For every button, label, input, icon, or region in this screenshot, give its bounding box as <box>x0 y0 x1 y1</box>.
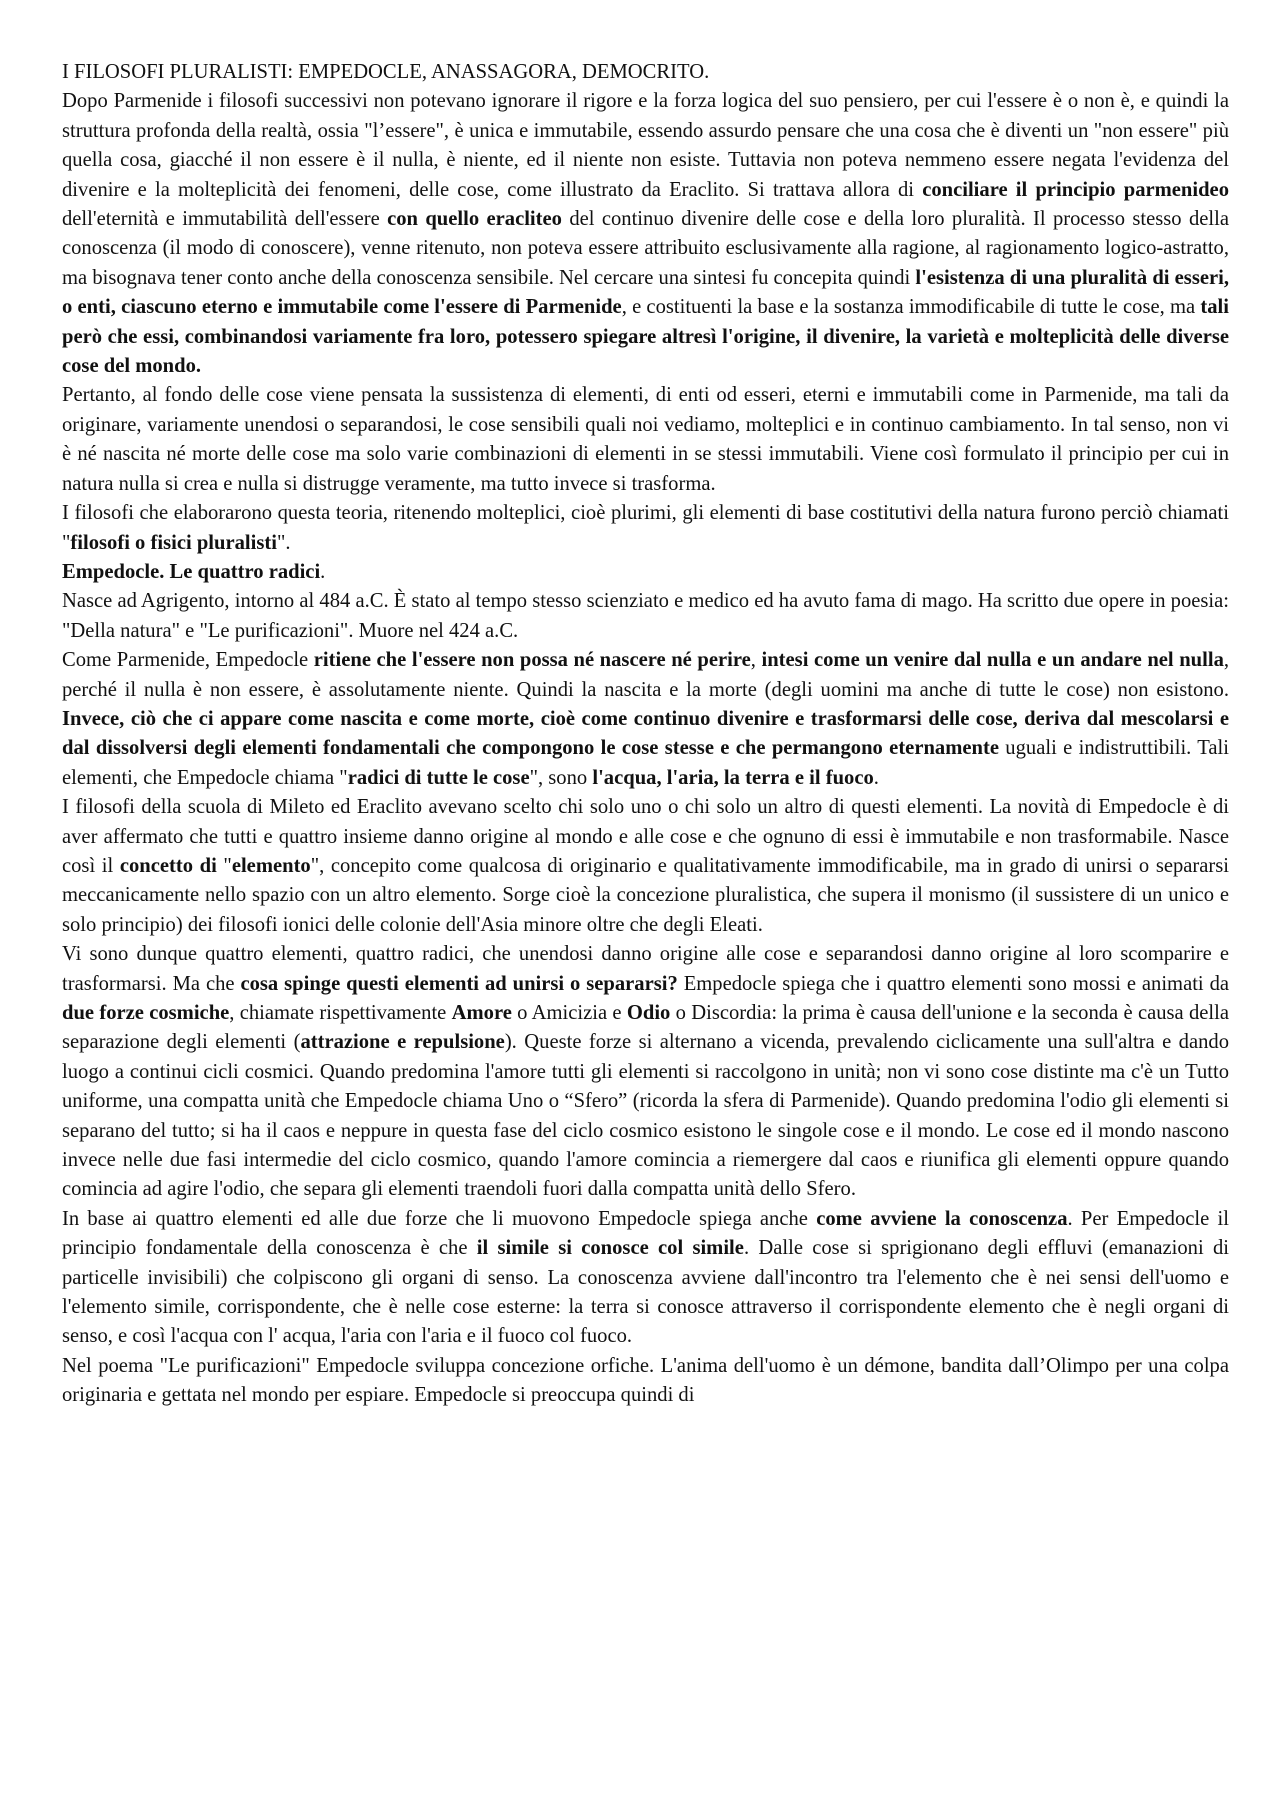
text-run: I filosofi che elaborarono questa teoria, ritenendo molteplici, cioè plurimi, gli elementi di base costitutivi della natura furono perciò chiamati " <box>62 502 1229 554</box>
bold-text-run: concetto di <box>119 854 217 877</box>
text-run: Dopo Parmenide i filosofi successivi non potevano ignorare il rigore e la forza logica del suo pensiero, per cui l'essere è o non è, e quindi la struttura profonda della realtà, ossia "l’essere", è unica e immutabile, essendo assurdo pensare che una cosa che è diventi un "non essere" più quella cosa, giacché il non essere è il nulla, è niente, ed il niente non esiste. Tuttavia non poteva nemmeno essere negata l'evidenza del divenire e la molteplicità dei fenomeni, delle cose, come illustrato da Eraclito. Si trattava allora di <box>62 90 1229 201</box>
text-run: In base ai quattro elementi ed alle due forze che li muovono Empedocle spiega anche <box>62 1207 817 1230</box>
text-run: I filosofi della scuola di Mileto ed Eraclito avevano scelto chi solo uno o chi solo un altro di questi elementi. La novità di Empedocle è di aver affermato che tutti e quattro insieme danno origine al mondo e alle cose e che ognuno di essi è immutabile e non trasformabile. Nasce così il <box>62 796 1229 877</box>
text-run: . Per Empedocle il principio fondamentale della conoscenza è che <box>62 1207 1229 1260</box>
text-run: dell'eternità e immutabilità dell'essere <box>62 208 388 231</box>
text-run: Pertanto, al fondo delle cose viene pensata la sussistenza di elementi, di enti od esseri, eterni e immutabili come in Parmenide, ma tali da originare, variamente unendosi o separandosi, le cose sensibili quali noi vediamo, molteplici e in continuo cambiamento. In tal senso, non vi è né nascita né morte delle cose ma solo varie combinazioni di elementi in se stessi immutabili. Viene così formulato il principio per cui in natura nulla si crea e nulla si distrugge veramente, ma tutto invece si trasforma. <box>62 384 1229 495</box>
bold-text-run: attrazione e repulsione <box>300 1031 505 1054</box>
bold-text-run: l'esistenza di una pluralità di esseri, o enti, ciascuno eterno e immutabile come l'essere di Parmenide <box>62 266 1229 319</box>
text-run: " <box>216 854 232 877</box>
bold-text-run: due forze cosmiche <box>62 1002 230 1024</box>
bold-text-run: come avviene la conoscenza <box>816 1207 1068 1230</box>
text-run: del continuo divenire delle cose e della loro pluralità. Il processo stesso della conoscenza (il modo di conoscere), venne ritenuto, non poteva essere attribuito esclusivamente alla ragione, al ragionamento logico-astratto, ma bisognava tener conto anche della conoscenza sensibile. Nel cercare una sintesi fu concepita quindi <box>62 208 1229 289</box>
text-run: Come Parmenide, Empedocle <box>62 649 314 672</box>
bold-text-run: cosa spinge questi elementi ad unirsi o separarsi? <box>240 972 678 995</box>
text-run: ", concepito come qualcosa di originario e qualitativamente immodificabile, ma in grado di unirsi o separarsi meccanicamente nello spazio con un altro elemento. Sorge cioè la concezione pluralistica, che supera il monismo (il sussistere di un unico e solo principio) dei filosofi ionici delle colonie dell'Asia minore oltre che degli Eleati. <box>62 854 1230 936</box>
text-run: Nasce ad Agrigento, intorno al 484 a.C. È stato al tempo stesso scienziato e medico ed ha avuto fama di mago. Ha scritto due opere in poesia: "Della natura" e "Le purificazioni". Muore nel 424 a.C. <box>62 590 1229 642</box>
paragraph-conoscenza <box>62 1205 1229 1352</box>
paragraph-radici <box>62 646 1229 793</box>
bold-text-run: tali però che essi, combinandosi variamente fra loro, potessero spiegare altresì l'origine, il divenire, la varietà e molteplicità delle diverse cose del mondo. <box>62 296 1229 378</box>
text-run: uguali e indistruttibili. Tali elementi, che Empedocle chiama " <box>62 737 1230 789</box>
bold-text-run: elemento <box>231 854 311 877</box>
bold-text-run: Odio <box>626 1002 671 1024</box>
bold-text-run: intesi come un venire dal nulla e un andare nel nulla <box>761 649 1224 672</box>
text-run: ". <box>276 531 291 554</box>
page-title: I FILOSOFI PLURALISTI: EMPEDOCLE, ANASSAGORA, DEMOCRITO. <box>62 61 710 83</box>
paragraph-elemento <box>62 793 1229 940</box>
paragraph-forze-cosmiche <box>62 940 1229 1205</box>
text-run: ). Queste forze si alternano a vicenda, prevalendo ciclicamente una sull'altra e dando luogo a continui cicli cosmici. Quando predomina l'amore tutti gli elementi si raccolgono in unità; non vi sono cose distinte ma c'è un Tutto uniforme, una compatta unità che Empedocle chiama Uno o “Sfero” (ricorda la sfera di Parmenide). Quando predomina l'odio gli elementi si separano del tutto; si ha il caos e neppure in questa fase del ciclo cosmico esistono le singole cose e il mondo. Le cose ed il mondo nascono invece nelle due fasi intermedie del ciclo cosmico, quando l'amore comincia a riemergere dal caos e riunifica gli elementi oppure quando comincia ad agire l'odio, che separa gli elementi traendoli fuori dalla compatta unità dello Sfero. <box>62 1031 1229 1201</box>
bold-text-run: Empedocle. Le quattro radici <box>62 560 321 583</box>
bold-text-run: il simile si conosce col simile <box>476 1237 744 1260</box>
text-run: . Dalle cose si sprigionano degli effluvi (emanazioni di particelle invisibili) che colpiscono gli organi di senso. La conoscenza avviene dall'incontro tra l'elemento che è nei sensi dell'uomo e l'elemento simile, corrispondente, che è nelle cose esterne: la terra si conosce attraverso il corrispondente elemento che è negli organi di senso, e così l'acqua con l' acqua, l'aria con l'aria e il fuoco col fuoco. <box>62 1237 1229 1348</box>
text-run: Nel poema "Le purificazioni" Empedocle sviluppa concezione orfiche. L'anima dell'uomo è un démone, bandita dall’Olimpo per una colpa originaria e gettata nel mondo per espiare. Empedocle si preoccupa quindi di <box>62 1354 1229 1407</box>
paragraph-biography <box>62 587 1229 646</box>
text-run: Empedocle spiega che i quattro elementi sono mossi e animati da <box>677 972 1230 995</box>
paragraph-intro <box>62 87 1229 381</box>
bold-text-run: Invece, ciò che ci appare come nascita e come morte, cioè come continuo divenire e trasformarsi delle cose, deriva dal mescolarsi e dal dissolversi degli elementi fondamentali che compongono le cose stesse e che permangono eternamente <box>62 707 1229 760</box>
bold-text-run: l'acqua, l'aria, la terra e il fuoco <box>592 766 874 789</box>
section-heading-empedocle <box>62 558 1229 587</box>
bold-text-run: con quello eracliteo <box>387 208 562 231</box>
text-run: , perché il nulla è non essere, è assolutamente niente. Quindi la nascita e la morte (degli uomini ma anche di tutte le cose) non esistono. <box>62 649 1230 701</box>
bold-text-run: conciliare il principio parmenideo <box>922 178 1229 201</box>
text-run: o Discordia: la prima è causa dell'unione e la seconda è causa della separazione degli elementi ( <box>62 1002 1229 1054</box>
bold-text-run: Amore <box>451 1002 512 1024</box>
bold-text-run: radici di tutte le cose <box>347 766 530 789</box>
paragraph-pluralists <box>62 499 1229 558</box>
text-run: . <box>873 766 879 789</box>
bold-text-run: filosofi o fisici pluralisti <box>70 531 277 554</box>
text-run: , <box>750 649 762 672</box>
text-run: Vi sono dunque quattro elementi, quattro radici, che unendosi danno origine alle cose e separandosi danno origine al loro scomparire e trasformarsi. Ma che <box>62 943 1229 995</box>
paragraph-purificazioni <box>62 1352 1229 1411</box>
text-run: o Amicizia e <box>511 1002 627 1024</box>
text-run: , chiamate rispettivamente <box>229 1002 452 1024</box>
bold-text-run: ritiene che l'essere non possa né nascere né perire <box>313 649 751 672</box>
text-run: , e costituenti la base e la sostanza immodificabile di tutte le cose, ma <box>621 296 1201 319</box>
text-run: ", sono <box>529 766 593 789</box>
text-run: . <box>320 560 326 583</box>
paragraph-elements <box>62 381 1229 499</box>
